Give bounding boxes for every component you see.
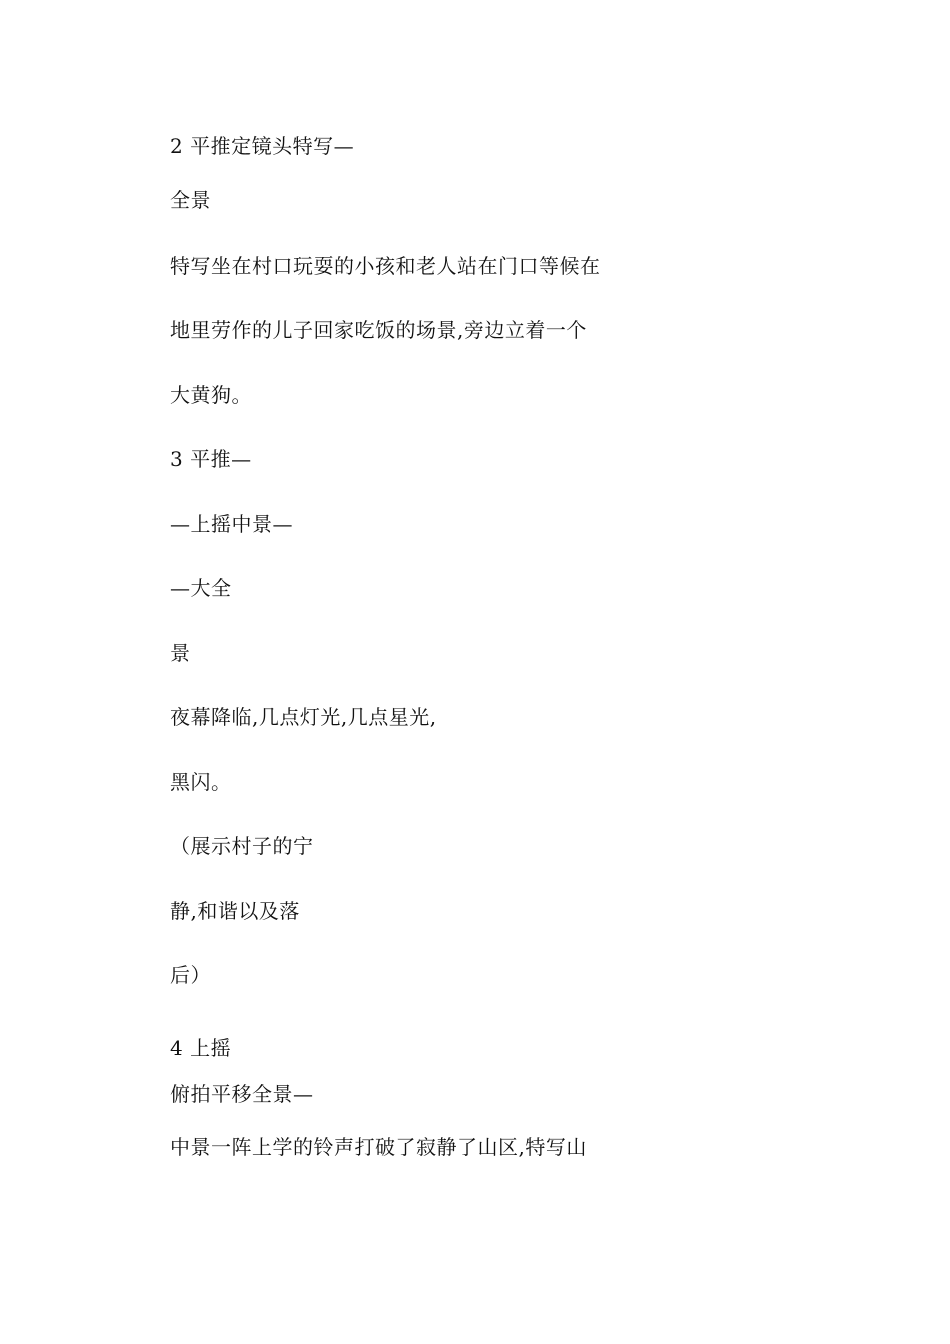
shot-2-heading-cont: 全景 [170,188,211,212]
shot-3-heading-line-2: —上摇中景— [170,512,293,536]
shot-4-heading-line-2: 俯拍平移全景— [170,1082,314,1106]
shot-3-note-line-1: （展示村子的宁 [170,834,314,858]
shot-3-desc-line-1: 夜幕降临,几点灯光,几点星光, [170,705,437,729]
shot-4-heading: 4 上摇 [170,1036,232,1060]
shot-3-heading: 3 平推— [170,447,252,471]
shot-2-desc-line-1: 特写坐在村口玩耍的小孩和老人站在门口等候在 [170,254,601,278]
shot-2-heading: 2 平推定镜头特写— [170,134,355,158]
shot-3-heading-line-4: 景 [170,641,191,665]
shot-2-desc-line-3: 大黄狗。 [170,383,252,407]
shot-3-desc-line-2: 黑闪。 [170,770,232,794]
shot-3-note-line-2: 静,和谐以及落 [170,899,300,923]
shot-3-heading-line-3: —大全 [170,576,232,600]
shot-2-desc-line-2: 地里劳作的儿子回家吃饭的场景,旁边立着一个 [170,318,587,342]
shot-4-desc-line-1: 中景一阵上学的铃声打破了寂静了山区,特写山 [170,1135,587,1159]
shot-3-note-line-3: 后） [170,963,211,987]
